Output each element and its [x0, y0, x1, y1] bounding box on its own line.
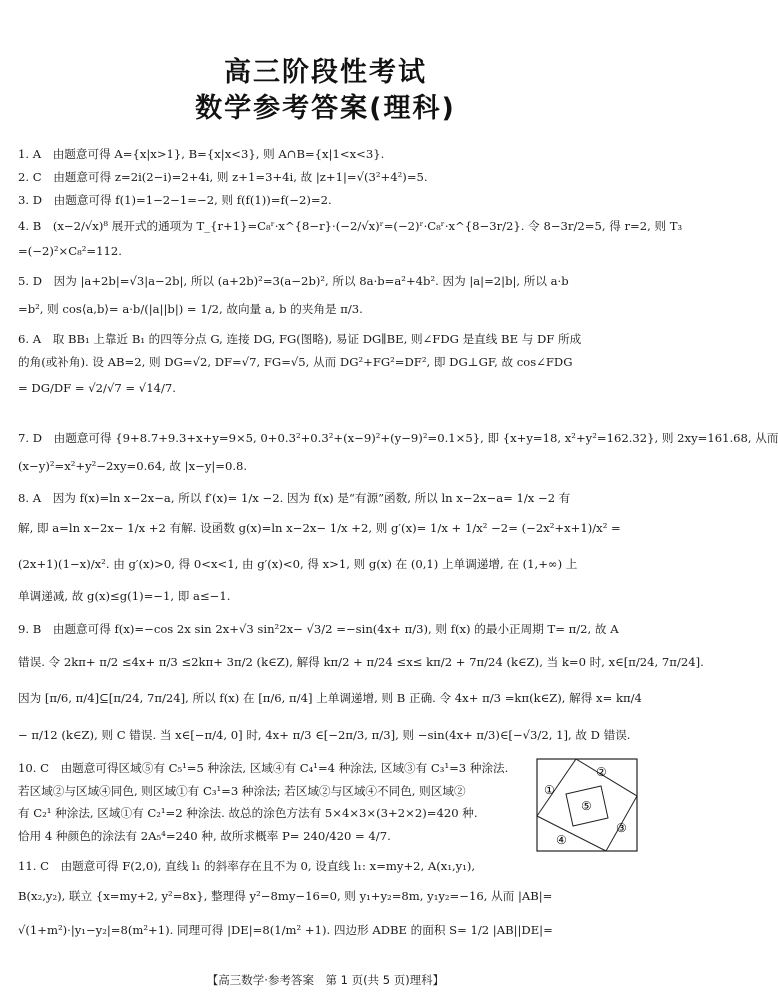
- coloring-regions-figure: [536, 758, 638, 852]
- answer-line: 11. C 由题意可得 F(2,0), 直线 l₁ 的斜率存在且不为 0, 设直线 l₁: x=my+2, A(x₁,y₁),: [18, 859, 476, 873]
- page-subtitle: 数学参考答案(理科): [195, 93, 456, 124]
- answer-line: 的角(或补角). 设 AB=2, 则 DG=√2, DF=√7, FG=√5, 从而 DG²+FG²=DF², 即 DG⊥GF, 故 cos∠FDG: [18, 355, 573, 369]
- answer-line: 8. A 因为 f(x)=ln x−2x−a, 所以 f′(x)= 1/x −2. 因为 f(x) 是“有源”函数, 所以 ln x−2x−a= 1/x −2 有: [18, 491, 571, 505]
- answer-line: =b², 则 cos⟨a,b⟩= a·b/(|a||b|) = 1/2, 故向量 a, b 的夹角是 π/3.: [18, 302, 363, 316]
- answer-line: 5. D 因为 |a+2b|=√3|a−2b|, 所以 (a+2b)²=3(a−2b)², 所以 8a·b=a²+4b². 因为 |a|=2|b|, 所以 a·b: [18, 274, 569, 288]
- page-title: 高三阶段性考试: [224, 57, 427, 88]
- answer-line: = DG/DF = √2/√7 = √14/7.: [18, 381, 176, 395]
- answer-line: 因为 [π/6, π/4]⊆[π/24, 7π/24], 所以 f(x) 在 [π/6, π/4] 上单调递增, 则 B 正确. 令 4x+ π/3 =kπ(k∈Z), 解得 x= kπ/4: [18, 691, 642, 705]
- answer-line: 错误. 令 2kπ+ π/2 ≤4x+ π/3 ≤2kπ+ 3π/2 (k∈Z), 解得 kπ/2 + π/24 ≤x≤ kπ/2 + 7π/24 (k∈Z), 当 k=0 时, x∈[π/24, 7π/24].: [18, 655, 704, 669]
- answer-line: 3. D 由题意可得 f(1)=1−2−1=−2, 则 f(f(1))=f(−2)=2.: [18, 193, 332, 207]
- answer-line: (x−y)²=x²+y²−2xy=0.64, 故 |x−y|=0.8.: [18, 459, 248, 473]
- answer-line: 恰用 4 种颜色的涂法有 2A₅⁴=240 种, 故所求概率 P= 240/420 = 4/7.: [18, 829, 391, 843]
- answer-line: =(−2)²×C₈²=112.: [18, 244, 122, 258]
- answer-line: 单调递减, 故 g(x)≤g(1)=−1, 即 a≤−1.: [18, 589, 231, 603]
- answer-line: 1. A 由题意可得 A={x|x>1}, B={x|x<3}, 则 A∩B={x|1<x<3}.: [18, 147, 385, 161]
- region-label-1: ①: [544, 783, 555, 797]
- answer-line: − π/12 (k∈Z), 则 C 错误. 当 x∈[−π/4, 0] 时, 4x+ π/3 ∈[−2π/3, π/3], 则 −sin(4x+ π/3)∈[−√3/2, 1], 故 D 错误.: [18, 728, 631, 742]
- answer-line: 4. B (x−2/√x)⁸ 展开式的通项为 T_{r+1}=C₈ʳ·x^{8−r}·(−2/√x)ʳ=(−2)ʳ·C₈ʳ·x^{8−3r/2}. 令 8−3r/2=5, 得 r=2, 则 T₃: [18, 219, 683, 233]
- answer-line: 7. D 由题意可得 {9+8.7+9.3+x+y=9×5, 0+0.3²+0.3²+(x−9)²+(y−9)²=0.1×5}, 即 {x+y=18, x²+y²=162.32}, 则 2xy=161.68, 从而: [18, 431, 778, 445]
- answer-line: 有 C₂¹ 种涂法, 区域①有 C₂¹=2 种涂法. 故总的涂色方法有 5×4×3×(3+2×2)=420 种.: [18, 806, 478, 820]
- answer-line: (2x+1)(1−x)/x². 由 g′(x)>0, 得 0<x<1, 由 g′(x)<0, 得 x>1, 则 g(x) 在 (0,1) 上单调递增, 在 (1,+∞) 上: [18, 557, 578, 571]
- page-footer: 【高三数学·参考答案 第 1 页(共 5 页)理科】: [206, 973, 445, 987]
- answer-line: 若区域②与区域④同色, 则区域①有 C₃¹=3 种涂法; 若区域②与区域④不同色, 则区域②: [18, 784, 466, 798]
- answer-line: B(x₂,y₂), 联立 {x=my+2, y²=8x}, 整理得 y²−8my−16=0, 则 y₁+y₂=8m, y₁y₂=−16, 从而 |AB|=: [18, 889, 553, 903]
- answer-line: 10. C 由题意可得区域⑤有 C₅¹=5 种涂法, 区域④有 C₄¹=4 种涂法, 区域③有 C₃¹=3 种涂法.: [18, 761, 509, 775]
- figure-divider: [537, 759, 576, 816]
- answer-line: √(1+m²)·|y₁−y₂|=8(m²+1). 同理可得 |DE|=8(1/m² +1). 四边形 ADBE 的面积 S= 1/2 |AB||DE|=: [18, 923, 553, 937]
- region-label-2: ②: [596, 765, 607, 779]
- answer-line: 6. A 取 BB₁ 上靠近 B₁ 的四等分点 G, 连接 DG, FG(图略), 易证 DG∥BE, 则∠FDG 是直线 BE 与 DF 所成: [18, 332, 582, 346]
- answer-line: 2. C 由题意可得 z=2i(2−i)=2+4i, 则 z+1=3+4i, 故 |z+1|=√(3²+4²)=5.: [18, 170, 428, 184]
- region-label-4: ④: [556, 833, 567, 847]
- region-label-3: ③: [616, 821, 627, 835]
- answer-line: 解, 即 a=ln x−2x− 1/x +2 有解. 设函数 g(x)=ln x−2x− 1/x +2, 则 g′(x)= 1/x + 1/x² −2= (−2x²+x+1)/x² =: [18, 521, 621, 535]
- region-label-5: ⑤: [581, 799, 592, 813]
- answer-line: 9. B 由题意可得 f(x)=−cos 2x sin 2x+√3 sin²2x− √3/2 =−sin(4x+ π/3), 则 f(x) 的最小正周期 T= π/2, 故 A: [18, 622, 619, 636]
